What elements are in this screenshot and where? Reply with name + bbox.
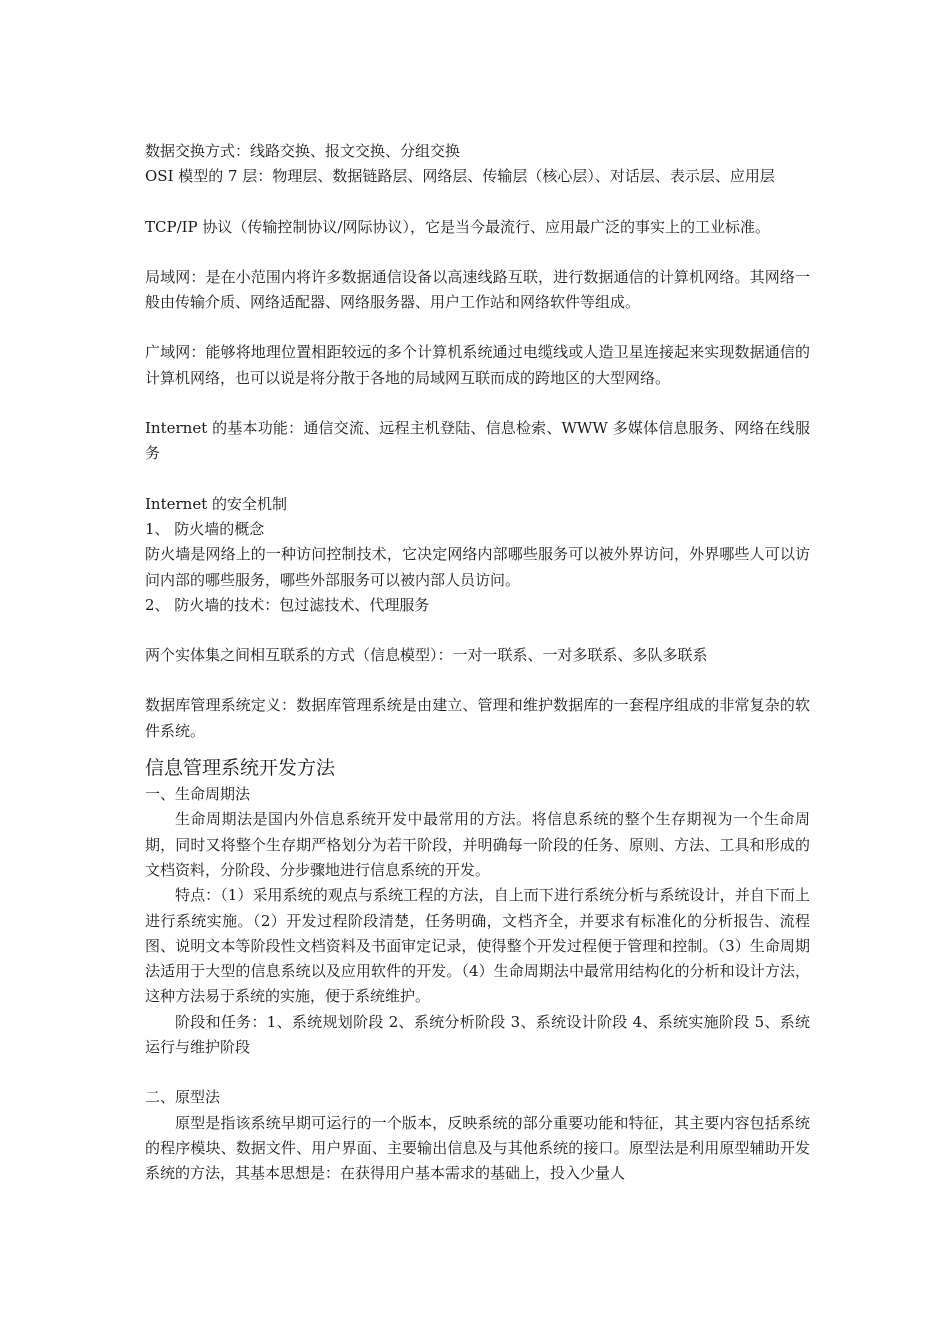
lan-paragraph: 局域网：是在小范围内将许多数据通信设备以高速线路互联，进行数据通信的计算机网络。其网络一般由传输介质、网络适配器、网络服务器、用户工作站和网络软件等组成。 (145, 267, 810, 312)
osi-model-line: OSI 模型的 7 层：物理层、数据链路层、网络层、传输层（核心层）、对话层、表示层、应用层 (145, 167, 775, 186)
wan-paragraph: 广域网：能够将地理位置相距较远的多个计算机系统通过电缆线或人造卫星连接起来实现数据通信的计算机网络，也可以说是将分散于各地的局域网互联而成的跨地区的大型网络。 (145, 343, 810, 387)
features-paragraph: 特点：（1）采用系统的观点与系统工程的方法，自上而下进行系统分析与系统设计，并自下而上进行系统实施。（2）开发过程阶段清楚，任务明确，文档齐全，并要求有标准化的分析报告、流程图、说明文本等阶段性文档资料及书面审定记录，使得整个开发过程便于管理和控制。（3）生命周期法适用于大型的信息系统以及应用软件的开发。（4）生命周期法中最常用结构化的分析和设计方法，这种方法易于系统的实施，便于系统维护。 (145, 886, 810, 1006)
document-page (145, 139, 810, 1187)
entity-relationship-line: 两个实体集之间相互联系的方式（信息模型）：一对一联系、一对多联系、多队多联系 (145, 646, 708, 665)
firewall-concept-item: 1、 防火墙的概念 (145, 519, 265, 538)
section-heading: 信息管理系统开发方法 (145, 757, 336, 780)
life-cycle-subheading: 一、生命周期法 (145, 785, 251, 804)
firewall-technology-item: 2、 防火墙的技术：包过滤技术、代理服务 (145, 595, 430, 614)
dbms-definition-paragraph: 数据库管理系统定义：数据库管理系统是由建立、管理和维护数据库的一套程序组成的非常复杂的软件系统。 (145, 696, 810, 740)
tcpip-line: TCP/IP 协议（传输控制协议/网际协议），它是当今最流行、应用最广泛的事实上的工业标准。 (145, 217, 770, 236)
stages-paragraph: 阶段和任务：1、系统规划阶段 2、系统分析阶段 3、系统设计阶段 4、系统实施阶段 5、系统运行与维护阶段 (145, 1012, 810, 1057)
switching-methods-line: 数据交换方式：线路交换、报文交换、分组交换 (145, 142, 461, 160)
firewall-definition-paragraph: 防火墙是网络上的一种访问控制技术，它决定网络内部哪些服务可以被外界访问，外界哪些人可以访问内部的哪些服务，哪些外部服务可以被内部人员访问。 (145, 545, 810, 589)
prototype-subheading: 二、原型法 (145, 1088, 221, 1107)
internet-functions-paragraph: Internet 的基本功能：通信交流、远程主机登陆、信息检索、WWW 多媒体信息服务、网络在线服务 (145, 419, 810, 463)
life-cycle-paragraph: 生命周期法是国内外信息系统开发中最常用的方法。将信息系统的整个生存期视为一个生命周期，同时又将整个生存期严格划分为若干阶段，并明确每一阶段的任务、原则、方法、工具和形成的文档资料，分阶段、分步骤地进行信息系统的开发。 (145, 810, 810, 879)
prototype-paragraph: 原型是指该系统早期可运行的一个版本，反映系统的部分重要功能和特征，其主要内容包括系统的程序模块、数据文件、用户界面、主要输出信息及与其他系统的接口。原型法是利用原型辅助开发系统的方法，其基本思想是：在获得用户基本需求的基础上，投入少量人 (145, 1113, 810, 1183)
internet-security-title: Internet 的安全机制 (145, 494, 287, 513)
